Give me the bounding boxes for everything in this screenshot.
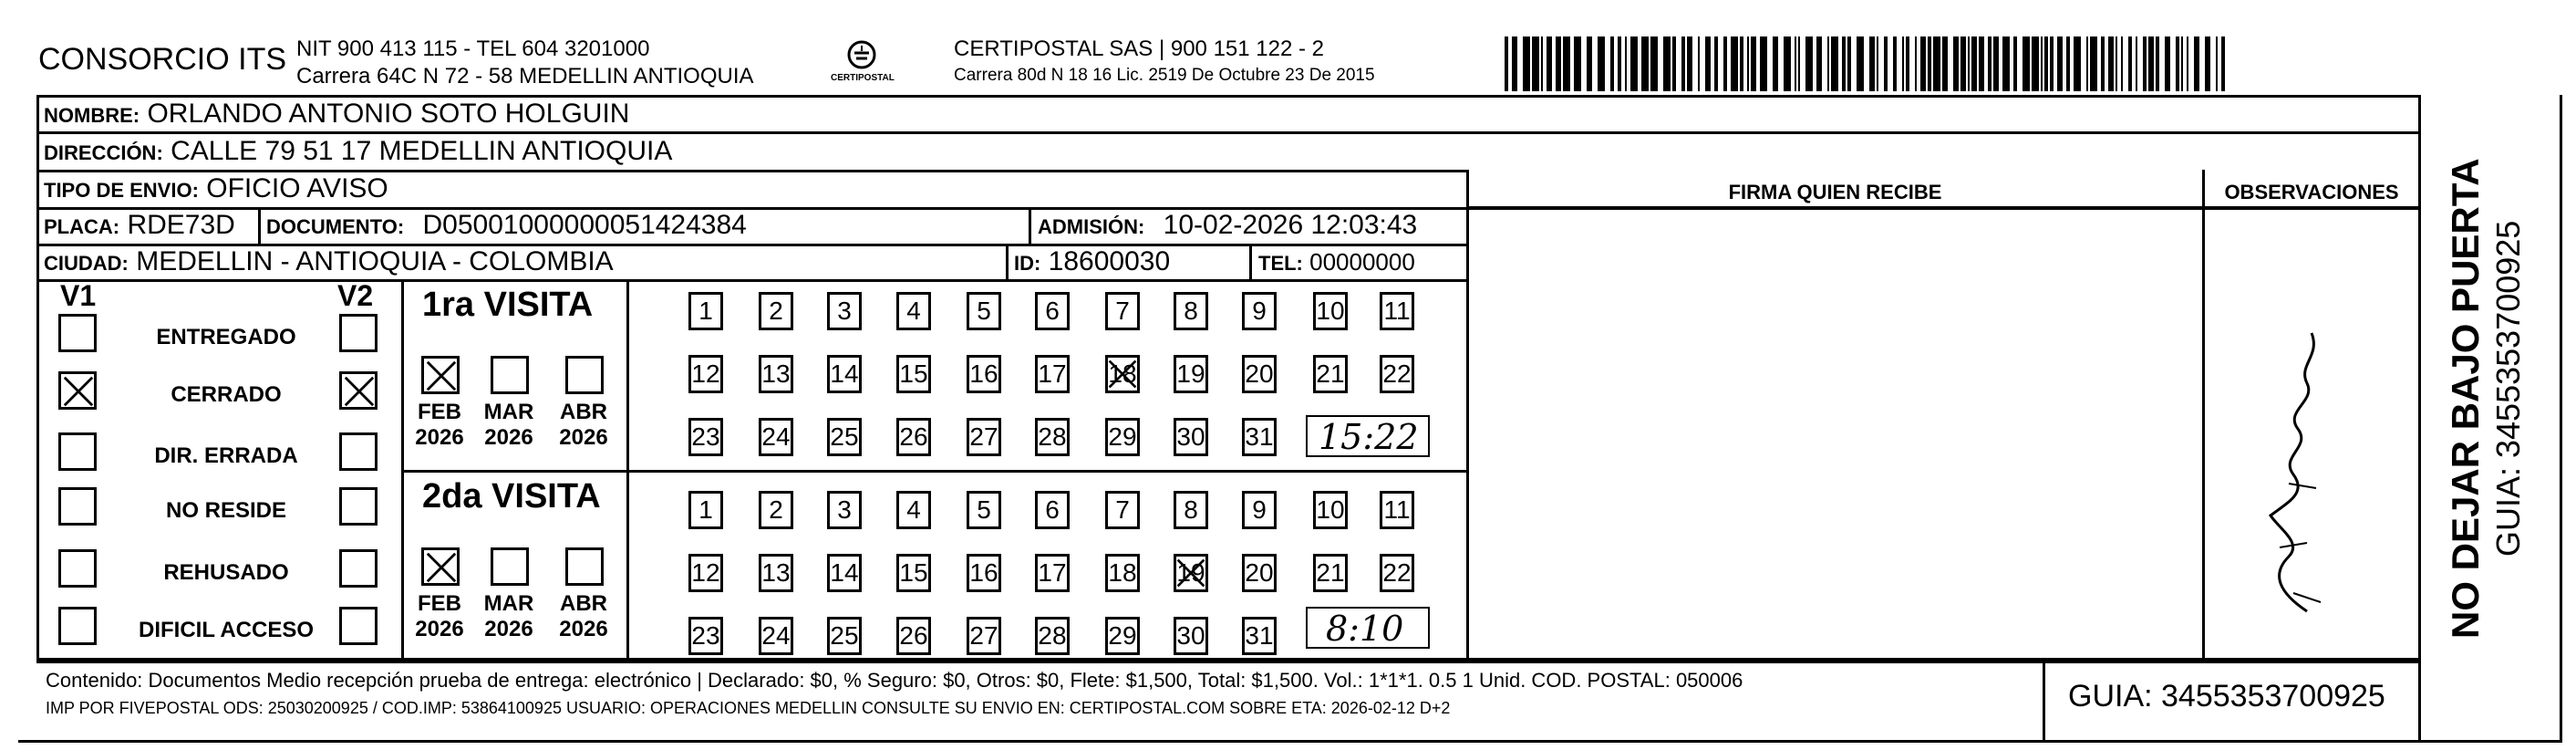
barcode-bar (1784, 36, 1791, 91)
status-label: DIFICIL ACCESO (138, 618, 314, 642)
day-box[interactable] (967, 418, 1001, 456)
day-number: 28 (1038, 621, 1067, 650)
barcode-bar (1672, 36, 1676, 91)
day-number: 30 (1176, 621, 1205, 650)
day-number: 16 (969, 359, 998, 388)
day-number: 17 (1038, 359, 1067, 388)
id-cell (1014, 246, 1170, 277)
barcode-bar (1920, 36, 1926, 91)
visit1-time: 15:22 (1319, 417, 1419, 457)
barcode-bar (1971, 36, 1977, 91)
barcode-bar (1587, 36, 1592, 91)
day-number: 25 (830, 422, 859, 451)
day-box[interactable] (1035, 491, 1070, 529)
id-value: 18600030 (1048, 246, 1171, 276)
day-number: 22 (1382, 558, 1412, 587)
courier-address: Carrera 80d N 18 16 Lic. 2519 De Octubre 23 De 2015 (954, 66, 1375, 85)
direccion-label: DIRECCIÓN: (44, 141, 163, 164)
day-number: 4 (906, 297, 921, 325)
barcode-bar (2216, 36, 2218, 91)
month-checkbox[interactable] (565, 547, 604, 586)
barcode-bar (2041, 36, 2043, 91)
day-box[interactable] (1380, 355, 1414, 393)
barcode-bar (2057, 36, 2063, 91)
barcode-bar (2050, 36, 2054, 91)
day-number: 17 (1038, 558, 1067, 587)
v2-checkbox[interactable] (339, 371, 378, 410)
barcode-bar (2176, 36, 2179, 91)
observaciones-signature (2252, 319, 2334, 630)
barcode-bar (1795, 36, 1796, 91)
day-box[interactable] (1242, 418, 1277, 456)
barcode-bar (1893, 36, 1897, 91)
month-label: ABR (560, 400, 607, 424)
barcode-bar (1663, 36, 1671, 91)
company-address: Carrera 64C N 72 - 58 MEDELLIN ANTIOQUIA (296, 64, 754, 89)
barcode-bar (1740, 36, 1743, 91)
month-label: FEB (418, 591, 461, 616)
barcode-bar (2066, 36, 2070, 91)
day-box[interactable] (1313, 491, 1348, 529)
barcode-bar (1641, 36, 1649, 91)
barcode-bar (1563, 36, 1570, 91)
barcode (1505, 36, 2234, 91)
visit2-time: 8:10 (1326, 609, 1404, 649)
day-box[interactable] (896, 355, 931, 393)
barcode-bar (1687, 36, 1692, 91)
barcode-bar (1877, 36, 1878, 91)
month-label: ABR (560, 591, 607, 616)
barcode-bar (2181, 36, 2183, 91)
barcode-bar (1625, 36, 1627, 91)
certipostal-logo (831, 33, 895, 88)
day-box[interactable] (827, 617, 862, 655)
day-box[interactable] (967, 554, 1001, 592)
day-box[interactable] (688, 292, 723, 330)
day-box[interactable] (1313, 292, 1348, 330)
day-number: 29 (1108, 621, 1137, 650)
day-number: 31 (1245, 422, 1274, 451)
v1-label: V1 (60, 279, 97, 312)
barcode-bar (2074, 36, 2081, 91)
barcode-bar (2101, 36, 2105, 91)
barcode-bar (1747, 36, 1749, 91)
documento-value: D05001000000051424384 (422, 210, 747, 240)
day-box[interactable] (688, 554, 723, 592)
day-number: 31 (1245, 621, 1274, 650)
day-box[interactable] (1174, 617, 1208, 655)
barcode-bar (1610, 36, 1614, 91)
day-box[interactable] (688, 617, 723, 655)
tel-cell (1258, 248, 1415, 276)
barcode-bar (2136, 36, 2137, 91)
barcode-bar (2023, 36, 2030, 91)
barcode-bar (2143, 36, 2147, 91)
side-warning: NO DEJAR BAJO PUERTA (2444, 158, 2487, 639)
day-number: 10 (1316, 297, 1345, 325)
barcode-bar (2108, 36, 2114, 91)
day-number: 20 (1245, 558, 1274, 587)
day-number: 24 (761, 621, 791, 650)
ciudad-label: CIUDAD: (44, 252, 129, 275)
barcode-bar (1915, 36, 1917, 91)
day-box[interactable] (1242, 355, 1277, 393)
status-label: CERRADO (171, 382, 282, 407)
barcode-bar (2165, 36, 2170, 91)
day-number: 23 (691, 422, 720, 451)
barcode-bar (2221, 36, 2225, 91)
tel-value: 00000000 (1309, 248, 1415, 276)
barcode-bar (2002, 36, 2010, 91)
barcode-bar (1574, 36, 1581, 91)
day-box[interactable] (1105, 292, 1140, 330)
barcode-bar (1705, 36, 1711, 91)
barcode-bar (1512, 36, 1517, 91)
day-number: 13 (761, 359, 791, 388)
day-box[interactable] (827, 355, 862, 393)
day-box[interactable] (1174, 491, 1208, 529)
day-number: 9 (1252, 495, 1267, 524)
day-box[interactable] (1174, 355, 1208, 393)
day-number: 7 (1115, 297, 1130, 325)
visit1-time-box (1306, 415, 1430, 457)
documento-label: DOCUMENTO: (266, 215, 405, 238)
v2-label: V2 (337, 279, 374, 312)
day-number: 1 (698, 297, 713, 325)
day-number: 7 (1115, 495, 1130, 524)
day-number: 26 (899, 621, 928, 650)
barcode-bar (2116, 36, 2117, 91)
v1-checkbox[interactable] (58, 432, 97, 471)
month-label: MAR (483, 400, 534, 424)
ciudad-value: MEDELLIN - ANTIOQUIA - COLOMBIA (136, 246, 614, 276)
barcode-bar (1523, 36, 1530, 91)
status-label: DIR. ERRADA (154, 443, 298, 468)
day-box[interactable] (896, 418, 931, 456)
barcode-bar (1953, 36, 1959, 91)
day-box[interactable] (967, 292, 1001, 330)
day-box[interactable] (759, 292, 793, 330)
direccion-row (44, 136, 672, 167)
day-number: 3 (837, 297, 852, 325)
day-box[interactable] (1380, 554, 1414, 592)
day-box[interactable] (759, 554, 793, 592)
day-box[interactable] (1105, 491, 1140, 529)
company-name: CONSORCIO ITS (38, 42, 287, 77)
day-number: 30 (1176, 422, 1205, 451)
day-number: 12 (691, 359, 720, 388)
barcode-bar (1960, 36, 1966, 91)
barcode-bar (1681, 36, 1685, 91)
month-checkbox[interactable] (421, 356, 460, 394)
day-box[interactable] (759, 418, 793, 456)
barcode-bar (1698, 36, 1700, 91)
footer-contenido: Contenido: Documentos Medio recepción prueba de entrega: electrónico | Declarado: $0, % Seguro: $0, Otros: $0, Flete: $1,500, Total: $1,500. Vol.: 1*1*1. 0.5 1 Unid. COD. POSTAL: 050006 (46, 669, 1743, 692)
admision-value: 10-02-2026 12:03:43 (1163, 210, 1418, 240)
day-box[interactable] (1035, 292, 1070, 330)
day-number: 3 (837, 495, 852, 524)
barcode-bar (2187, 36, 2188, 91)
day-number: 23 (691, 621, 720, 650)
barcode-bar (1630, 36, 1638, 91)
barcode-bar (2205, 36, 2210, 91)
day-number: 13 (761, 558, 791, 587)
day-box[interactable] (1105, 617, 1140, 655)
barcode-bar (1847, 36, 1851, 91)
admision-label: ADMISIÓN: (1038, 215, 1145, 238)
barcode-bar (2128, 36, 2132, 91)
barcode-bar (1884, 36, 1888, 91)
barcode-bar (1541, 36, 1543, 91)
day-number: 5 (977, 297, 991, 325)
day-box[interactable] (1380, 292, 1414, 330)
barcode-bar (2194, 36, 2199, 91)
barcode-bar (1988, 36, 1991, 91)
day-box[interactable] (1242, 554, 1277, 592)
day-box[interactable] (1174, 292, 1208, 330)
status-label: REHUSADO (163, 560, 289, 585)
admision-cell (1038, 210, 1417, 241)
day-box[interactable] (1174, 554, 1208, 592)
day-box[interactable] (688, 355, 723, 393)
firma-header: FIRMA QUIEN RECIBE (1728, 181, 1942, 203)
day-number: 2 (769, 297, 783, 325)
day-number: 16 (969, 558, 998, 587)
barcode-bar (1547, 36, 1552, 91)
barcode-bar (1760, 36, 1767, 91)
day-number: 12 (691, 558, 720, 587)
day-box[interactable] (1035, 418, 1070, 456)
tel-label: TEL: (1258, 252, 1303, 275)
visit1-title: 1ra VISITA (422, 286, 594, 324)
barcode-bar (1798, 36, 1800, 91)
barcode-bar (1532, 36, 1539, 91)
barcode-bar (1598, 36, 1605, 91)
day-box[interactable] (967, 355, 1001, 393)
footer-guia: GUIA: 3455353700925 (2068, 679, 2385, 714)
day-box[interactable] (827, 491, 862, 529)
day-box[interactable] (1242, 491, 1277, 529)
barcode-bar (1942, 36, 1948, 91)
year-label: 2026 (559, 617, 608, 641)
barcode-bar (1968, 36, 1970, 91)
day-box[interactable] (967, 491, 1001, 529)
side-guia: GUIA: 3455353700925 (2489, 220, 2527, 557)
day-box[interactable] (1035, 617, 1070, 655)
day-number: 21 (1316, 558, 1345, 587)
placa-value: RDE73D (127, 210, 235, 240)
v1-checkbox[interactable] (58, 487, 97, 526)
day-number: 6 (1045, 495, 1060, 524)
day-box[interactable] (1174, 418, 1208, 456)
direccion-value: CALLE 79 51 17 MEDELLIN ANTIOQUIA (171, 136, 673, 166)
v2-checkbox[interactable] (339, 314, 378, 352)
nombre-row (44, 99, 629, 130)
barcode-bar (1714, 36, 1718, 91)
barcode-bar (1751, 36, 1756, 91)
barcode-bar (2013, 36, 2017, 91)
day-box[interactable] (688, 418, 723, 456)
day-number: 4 (906, 495, 921, 524)
barcode-bar (1842, 36, 1846, 91)
day-number: 1 (698, 495, 713, 524)
day-number: 9 (1252, 297, 1267, 325)
day-box[interactable] (967, 617, 1001, 655)
day-number: 20 (1245, 359, 1274, 388)
tipo-value: OFICIO AVISO (206, 173, 388, 203)
day-number: 21 (1316, 359, 1345, 388)
day-box[interactable] (827, 292, 862, 330)
placa-label: PLACA: (44, 215, 120, 238)
month-checkbox[interactable] (491, 356, 529, 394)
day-number: 8 (1184, 495, 1198, 524)
placa-cell (44, 210, 235, 241)
day-box[interactable] (1380, 491, 1414, 529)
barcode-bar (1869, 36, 1875, 91)
day-box[interactable] (759, 491, 793, 529)
barcode-bar (1928, 36, 1931, 91)
day-number: 15 (899, 359, 928, 388)
year-label: 2026 (415, 425, 464, 450)
day-number: 28 (1038, 422, 1067, 451)
documento-cell (266, 210, 747, 241)
nombre-label: NOMBRE: (44, 104, 140, 127)
day-number: 22 (1382, 359, 1412, 388)
barcode-bar (1857, 36, 1864, 91)
month-checkbox[interactable] (421, 547, 460, 586)
barcode-bar (1906, 36, 1909, 91)
day-box[interactable] (896, 491, 931, 529)
day-number: 2 (769, 495, 783, 524)
day-number: 25 (830, 621, 859, 650)
day-box[interactable] (827, 554, 862, 592)
status-label: ENTREGADO (156, 325, 296, 349)
observaciones-header: OBSERVACIONES (2224, 181, 2399, 203)
barcode-bar (2156, 36, 2159, 91)
day-box[interactable] (896, 554, 931, 592)
barcode-bar (1979, 36, 1984, 91)
footer-imp: IMP POR FIVEPOSTAL ODS: 25030200925 / COD.IMP: 53864100925 USUARIO: OPERACIONES MEDELLIN CONSULTE SU ENVIO EN: CERTIPOSTAL.COM SOBRE ETA: 2026-02-12 D+2 (46, 699, 1451, 717)
day-number: 5 (977, 495, 991, 524)
day-box[interactable] (1035, 554, 1070, 592)
day-box[interactable] (1105, 418, 1140, 456)
day-number: 14 (830, 558, 859, 587)
day-number: 18 (1108, 359, 1137, 388)
day-box[interactable] (759, 617, 793, 655)
id-label: ID: (1014, 252, 1041, 275)
day-number: 24 (761, 422, 791, 451)
barcode-bar (1805, 36, 1813, 91)
v1-checkbox[interactable] (58, 607, 97, 645)
status-label: NO RESIDE (165, 498, 287, 523)
visit2-title: 2da VISITA (422, 477, 601, 516)
day-number: 11 (1383, 297, 1411, 325)
barcode-bar (1650, 36, 1658, 91)
day-box[interactable] (896, 617, 931, 655)
v2-checkbox[interactable] (339, 607, 378, 645)
day-number: 29 (1108, 422, 1137, 451)
barcode-bar (2148, 36, 2154, 91)
year-label: 2026 (484, 617, 533, 641)
year-label: 2026 (484, 425, 533, 450)
v1-checkbox[interactable] (58, 314, 97, 352)
day-number: 6 (1045, 297, 1060, 325)
day-number: 10 (1316, 495, 1345, 524)
day-box[interactable] (688, 491, 723, 529)
day-number: 27 (969, 422, 998, 451)
visit2-time-box (1306, 607, 1430, 649)
logo-text: CERTIPOSTAL (831, 73, 895, 83)
day-box[interactable] (1035, 355, 1070, 393)
day-number: 8 (1184, 297, 1198, 325)
v1-checkbox[interactable] (58, 549, 97, 588)
v1-checkbox[interactable] (58, 371, 97, 410)
barcode-bar (1723, 36, 1727, 91)
ciudad-cell (44, 246, 614, 277)
barcode-bar (1731, 36, 1738, 91)
day-number: 14 (830, 359, 859, 388)
day-number: 11 (1383, 495, 1411, 524)
barcode-bar (1933, 36, 1940, 91)
barcode-bar (1831, 36, 1838, 91)
barcode-bar (2090, 36, 2097, 91)
company-nit: NIT 900 413 115 - TEL 604 3201000 (296, 36, 650, 61)
day-box[interactable] (827, 418, 862, 456)
tipo-label: TIPO DE ENVIO: (44, 179, 199, 202)
day-number: 27 (969, 621, 998, 650)
barcode-bar (1993, 36, 1999, 91)
courier-name: CERTIPOSTAL SAS | 900 151 122 - 2 (954, 36, 1324, 61)
day-box[interactable] (759, 355, 793, 393)
month-label: MAR (483, 591, 534, 616)
day-box[interactable] (1313, 554, 1348, 592)
month-checkbox[interactable] (491, 547, 529, 586)
day-number: 19 (1176, 558, 1205, 587)
day-number: 26 (899, 422, 928, 451)
barcode-bar (1902, 36, 1904, 91)
day-box[interactable] (896, 292, 931, 330)
v2-checkbox[interactable] (339, 549, 378, 588)
month-checkbox[interactable] (565, 356, 604, 394)
nombre-value: ORLANDO ANTONIO SOTO HOLGUIN (147, 99, 630, 129)
barcode-bar (1556, 36, 1561, 91)
day-box[interactable] (1242, 292, 1277, 330)
day-number: 18 (1108, 558, 1137, 587)
day-box[interactable] (1242, 617, 1277, 655)
barcode-bar (1827, 36, 1829, 91)
year-label: 2026 (559, 425, 608, 450)
day-box[interactable] (1105, 554, 1140, 592)
v2-checkbox[interactable] (339, 432, 378, 471)
year-label: 2026 (415, 617, 464, 641)
barcode-bar (2121, 36, 2123, 91)
barcode-bar (1816, 36, 1822, 91)
month-label: FEB (418, 400, 461, 424)
v2-checkbox[interactable] (339, 487, 378, 526)
day-number: 15 (899, 558, 928, 587)
barcode-bar (2044, 36, 2048, 91)
tipo-row (44, 173, 388, 204)
barcode-bar (2032, 36, 2039, 91)
day-box[interactable] (1105, 355, 1140, 393)
barcode-bar (2086, 36, 2088, 91)
barcode-bar (1505, 36, 1508, 91)
barcode-bar (1618, 36, 1621, 91)
day-box[interactable] (1313, 355, 1348, 393)
barcode-bar (1773, 36, 1778, 91)
day-number: 19 (1176, 359, 1205, 388)
